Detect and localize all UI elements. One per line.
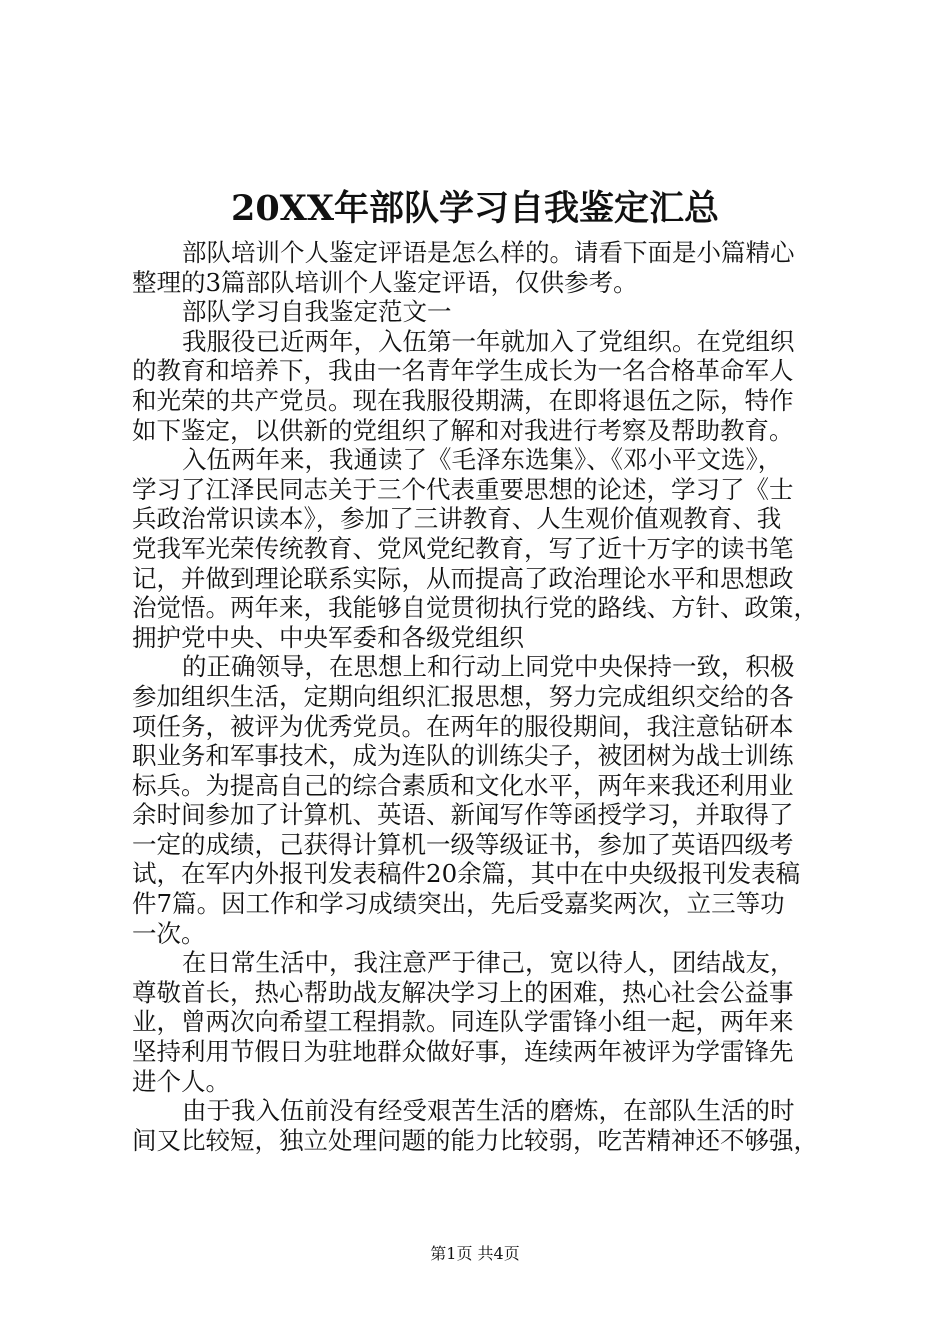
text-line: 在日常生活中，我注意严于律己，宽以待人，团结战友， <box>182 948 795 978</box>
text-line: 标兵。为提高自己的综合素质和文化水平，两年来我还利用业 <box>132 770 794 800</box>
text-line: 尊敬首长，热心帮助战友解决学习上的困难，热心社会公益事 <box>132 977 794 1007</box>
document-title: 20XX年部队学习自我鉴定汇总 <box>230 188 720 229</box>
text-line: 的教育和培养下，我由一名青年学生成长为一名合格革命军人 <box>132 356 794 386</box>
text-line: 入伍两年来，我通读了《毛泽东选集》、《邓小平文选》， <box>182 445 783 475</box>
text-line: 由于我入伍前没有经受艰苦生活的磨炼，在部队生活的时 <box>182 1096 795 1126</box>
text-line: 如下鉴定，以供新的党组织了解和对我进行考察及帮助教育。 <box>132 415 794 445</box>
text-line: 部队学习自我鉴定范文一 <box>182 297 452 327</box>
text-line: 一次。 <box>132 918 206 948</box>
text-line: 间又比较短，独立处理问题的能力比较弱，吃苦精神还不够强， <box>132 1125 818 1155</box>
text-line: 整理的3篇部队培训个人鉴定评语，仅供参考。 <box>132 267 638 297</box>
text-line: 记，并做到理论联系实际，从而提高了政治理论水平和思想政 <box>132 563 794 593</box>
text-line: 进个人。 <box>132 1066 230 1096</box>
text-line: 一定的成绩，己获得计算机一级等级证书，参加了英语四级考 <box>132 829 794 859</box>
text-line: 坚持利用节假日为驻地群众做好事，连续两年被评为学雷锋先 <box>132 1037 794 1067</box>
text-line: 部队培训个人鉴定评语是怎么样的。请看下面是小篇精心 <box>182 238 795 267</box>
text-line: 试，在军内外报刊发表稿件20余篇，其中在中央级报刊发表稿 <box>132 859 801 889</box>
text-line: 项任务，被评为优秀党员。在两年的服役期间，我注意钻研本 <box>132 711 794 741</box>
text-line: 和光荣的共产党员。现在我服役期满，在即将退伍之际，特作 <box>132 385 794 415</box>
text-line: 件7篇。因工作和学习成绩突出，先后受嘉奖两次，立三等功 <box>132 889 785 919</box>
document-body <box>132 238 832 1155</box>
text-line: 参加组织生活，定期向组织汇报思想，努力完成组织交给的各 <box>132 681 794 711</box>
text-line: 的正确领导，在思想上和行动上同党中央保持一致，积极 <box>182 652 795 682</box>
page-footer: 第1页 共4页 <box>430 1244 520 1263</box>
text-line: 治觉悟。两年来，我能够自觉贯彻执行党的路线、方针、政策， <box>132 593 818 623</box>
text-line: 兵政治常识读本》，参加了三讲教育、人生观价值观教育、我 <box>132 504 782 534</box>
text-line: 学习了江泽民同志关于三个代表重要思想的论述，学习了《士 <box>132 474 794 504</box>
text-line: 职业务和军事技术，成为连队的训练尖子，被团树为战士训练 <box>132 741 794 771</box>
text-line: 我服役已近两年，入伍第一年就加入了党组织。在党组织 <box>182 326 795 356</box>
text-line: 余时间参加了计算机、英语、新闻写作等函授学习，并取得了 <box>132 800 794 830</box>
text-line: 业，曾两次向希望工程捐款。同连队学雷锋小组一起，两年来 <box>132 1007 794 1037</box>
text-line: 党我军光荣传统教育、党风党纪教育，写了近十万字的读书笔 <box>132 533 794 563</box>
text-line: 拥护党中央、中央军委和各级党组织 <box>132 622 524 652</box>
